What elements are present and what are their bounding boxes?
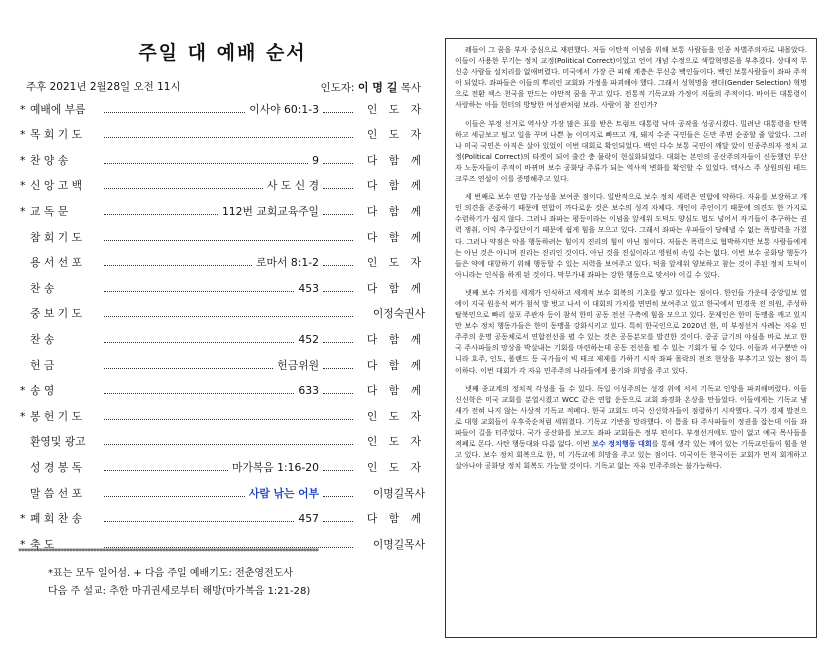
order-content: 헌금위원	[277, 358, 319, 372]
order-item: 찬 송	[30, 281, 55, 295]
dot-leader	[104, 131, 353, 138]
dot-leader	[104, 464, 228, 471]
order-who: 이명길목사	[372, 537, 425, 551]
order-who: 다 함 께	[366, 230, 425, 244]
order-item: 용 서 선 포	[30, 256, 83, 270]
dot-leader	[323, 362, 353, 369]
order-who: 다 함 께	[366, 179, 425, 193]
order-item: 찬 양 송	[30, 153, 69, 167]
order-row	[20, 330, 425, 348]
order-content: 9	[312, 153, 319, 167]
note-standing: *표는 모두 일어섬. + 다음 주일 예배기도: 전춘영전도사	[48, 568, 294, 579]
dot-leader	[104, 157, 308, 164]
order-mark: *	[20, 384, 26, 398]
sermon-text-box	[445, 38, 817, 638]
dot-leader	[104, 438, 353, 445]
dot-leader	[104, 490, 245, 497]
order-row	[20, 433, 425, 451]
order-mark: *	[20, 102, 26, 116]
order-content: 457	[298, 512, 319, 526]
dot-leader	[104, 413, 353, 420]
order-mark: *	[20, 512, 26, 526]
dot-leader	[104, 362, 273, 369]
dot-leader	[323, 515, 353, 522]
order-item: 중 보 기 도	[30, 307, 83, 321]
notes	[48, 565, 310, 601]
leader-info	[321, 79, 422, 95]
dot-leader	[104, 515, 294, 522]
dot-leader	[323, 490, 353, 497]
order-item: 성 경 봉 독	[30, 460, 83, 474]
order-content: 마가복음 1:16-20	[231, 460, 319, 474]
worship-order-panel	[20, 38, 425, 103]
dot-leader	[323, 259, 353, 266]
dot-leader	[323, 336, 353, 343]
order-item: 송 영	[30, 384, 55, 398]
order-who: 인 도 자	[366, 435, 425, 449]
page-title: 주일 대 예배 순서	[138, 42, 307, 64]
order-content: 633	[298, 384, 319, 398]
sermon-paragraph: 레들이 그 꿈을 부자 중심으로 재편했다. 저들 이탄적 이념을 위해 보통 사람들을 인종 차별주의자로 내몰았다. 이들이 사용한 무기는 정치 교정(Political Correct)이었고 언어 개념 수정으로 색깔혁명론을 부추겼다. 상대적 무신총 사람들 설치리를 없애버렸다. 미국에서 가장 큰 피해 계층은 무신총 백인들이다. 백인 보통사람들이 좌파 주적이 되었다. 좌파들은 이들의 뿌리인 교회와 가정을 파괴해야 했다. 그래서 성혁명을 젠더(Gender Selection) 혁명으로 전환 섹스 천국을 만드는 야만적 꿈을 꾸고 있다. 전통적 기독교와 가정이 저들의 주적이다. 바이든 대통령이 사랑하는 아들 헌터의 방탕한 여성관처럼 보라. 사람이 참 진인가?	[455, 45, 807, 110]
note-next-sermon: 다음 주 설교: 추한 마귀권세로부터 해방(마가복음 1:21-28)	[48, 586, 311, 597]
order-who: 이명길목사	[372, 486, 425, 500]
order-row	[20, 356, 425, 374]
order-who: 인 도 자	[366, 256, 425, 270]
order-content: 112번 교회교육주일	[221, 204, 319, 218]
order-who: 다 함 께	[366, 204, 425, 218]
order-item: 축 도	[30, 537, 55, 551]
order-row	[20, 510, 425, 528]
dot-leader	[323, 182, 353, 189]
sermon-text: 를 통해 생각 있는 깨어 있는 기독교인들이 힘을 얻고 있다. 보수 정치 회복으로 한, 미 기독교에 희망을 주고 있는 점이다. 미국이든 한국이든 교회가 먼저 회개하고 살아나야 공화당 정치 회복도 가능할 것이다. 기독교 없는 자유 민주주의는 불가능하다.	[455, 439, 808, 471]
order-who: 인 도 자	[366, 102, 425, 116]
order-mark: *	[20, 153, 26, 167]
order-who: 인 도 자	[366, 460, 425, 474]
order-item: 환영및 광고	[30, 435, 86, 449]
sermon-paragraph	[455, 383, 807, 472]
order-mark: *	[20, 537, 26, 551]
order-who: 다 함 께	[366, 512, 425, 526]
order-item: 찬 송	[30, 332, 55, 346]
order-content: 사람 낚는 어부	[248, 486, 319, 500]
dot-leader	[323, 285, 353, 292]
order-row	[20, 458, 425, 476]
order-content: 453	[298, 281, 319, 295]
order-item: 폐 회 찬 송	[30, 512, 83, 526]
order-row	[20, 254, 425, 272]
order-who: 다 함 께	[366, 332, 425, 346]
order-item: 헌 금	[30, 358, 55, 372]
order-item: 말 씀 선 포	[30, 486, 83, 500]
order-item: 목 회 기 도	[30, 128, 83, 142]
star-divider: ****************************************************************************************************	[18, 547, 318, 556]
dot-leader	[104, 387, 294, 394]
dot-leader	[323, 208, 353, 215]
leader-suffix: 목사	[400, 82, 421, 94]
service-date: 주후 2021년 2월28일 오전 11시	[26, 81, 181, 93]
order-row	[20, 100, 425, 118]
dot-leader	[104, 310, 353, 317]
order-mark: *	[20, 409, 26, 423]
leader-label: 인도자:	[320, 82, 355, 94]
order-row	[20, 151, 425, 169]
order-row	[20, 202, 425, 220]
order-item: 예배에 부름	[30, 102, 86, 116]
sermon-paragraph: 이들은 부정 선거로 역사상 가장 많은 표를 받은 트럼프 대통령 낙마 공작을 성공시켰다. 밀려난 대통령을 탄핵하고 세금보고 털고 일을 꾸며 나쁜 놈 이미지로 빠뜨고 개, 돼지 수준 국민들은 돈만 주면 순종할 줄 알았다. 그러나 미국 국민은 아직은 살아 있었이 이번 대회로 확인되었다. 백인 다수 보통 국민이 깨달 았이 인종주의자 정치 교정(Political Correct)의 타겟이 되어 출간 충 물락이 현실화되었다. 대회는 본인의 공산주의자들이 신동했던 무산자 노동자들이 주적이 바뀌며 보수 공화당 주류가 되는 역사적 변화를 확인할 수 있었다. 텍사스 주 상원의원 테드 크루즈 연설이 이를 증명해주고 있다.	[455, 118, 807, 184]
dot-leader	[104, 336, 294, 343]
highlight-text: 보수 정치행동 대회	[591, 439, 652, 449]
dot-leader	[104, 234, 353, 241]
order-row	[20, 279, 425, 297]
order-row	[20, 382, 425, 400]
dot-leader	[323, 106, 353, 113]
order-row	[20, 177, 425, 195]
order-content: 이사야 60:1-3	[249, 102, 319, 116]
order-item: 봉 헌 기 도	[30, 409, 83, 423]
order-who: 다 함 께	[366, 153, 425, 167]
dot-leader	[323, 387, 353, 394]
order-item: 교 독 문	[30, 204, 69, 218]
order-content: 사 도 신 경	[266, 179, 319, 193]
order-who: 인 도 자	[366, 128, 425, 142]
sermon-paragraph: 세 번째로 보수 연합 가능성을 보여준 점이다. 일반적으로 보수 정치 세력은 연합에 약하다. 자유를 보장하고 개인 의견을 존중하기 때문에 연합이 까다로운 것은 보수의 성격 자체다. 개인이 주인이기 때문에 의견도 한 가지로 수렴하기가 쉽지 않다. 그러나 좌파는 평등이라는 이념을 앞세워 도덕도 양심도 법도 넘어서 자기들이 추구하는 권력 쟁취, 이익 추구집단이기 때문에 쉽게 힘을 모으고 있다. 그래서 좌파는 우파들이 당해낼 수 없는 폭발력을 가졌다. 그러나 약점은 악을 행동하려는 힘이지 진리의 힘이 아닌 점이다. 저들은 폭력으로 협박하지만 보통 사람들에게는 아닌 것은 아니며 진리는 진리인 것이다. 아닌 것을 진실이라고 영원히 속일 수는 없다. 이번 보수 공화당 행동가들은 약에 대항하기 위해 행동할 수 있는 저력을 보여주고 있다. 덕을 앞세워 양보하고 참는 것이 주된 정치 도덕이 아니라는 인식을 하게 된 것이다. 막무가내 좌파는 강한 행동으로 맞서야 이길 수 있다.	[455, 192, 807, 279]
dot-leader	[104, 106, 245, 113]
order-row	[20, 407, 425, 425]
dot-leader	[323, 157, 353, 164]
order-row	[20, 305, 425, 323]
dot-leader	[104, 285, 294, 292]
order-item: 신 앙 고 백	[30, 179, 83, 193]
order-row	[20, 126, 425, 144]
order-who: 다 함 께	[366, 281, 425, 295]
order-content: 452	[298, 332, 319, 346]
order-mark: *	[20, 128, 26, 142]
sermon-text: 넷째 종교계의 정치적 각성을 들 수 있다. 독일 이성주의는 성경 위에 서서 기독교 인앙을 파괴해버렸다. 이들 신신학은 미국 교회를 분열시켰고 WCC 같은 연합 운동으로 교회 좌경화 온상을 만들었다. 이들에게는 기독교 냄새가 전혀 나지 않는 사상적 기독교 적폐다. 한국 교회도 미국 신신학자들이 점령하기 시작했다. 국가 경제 발전으로 대형 교회들이 우후죽순처럼 세워졌다. 기독교 기반을 망라했다. 이 틈을 타 주사파들이 정권을 잡는데 이들 좌파들이 길을 터주었다. 국가 공산화를 보고도 좌파 교회들은 정부 편이다. 부정선거에도 말이 없고 예국 목사들을 적폐로 몬다. 사탄 행동대와 다름 없다. 이번	[455, 383, 807, 449]
dot-leader	[104, 182, 263, 189]
order-who: 인 도 자	[366, 409, 425, 423]
order-row	[20, 484, 425, 502]
dot-leader	[104, 259, 252, 266]
order-mark: *	[20, 179, 26, 193]
order-who: 다 함 께	[366, 358, 425, 372]
sermon-paragraph: 넷째 보수 가치를 세계가 인식하고 세계적 보수 회복의 기초를 쌓고 있다는 점이다. 한인들 가운데 중앙일보 열에이 지국 원응석 써가 첨석 발 벗고 나서 이 대회의 가치를 면면히 보여주고 있고 한국에서 민경욱 전 의원, 주성하 탈북민으로 빠리 살포 주관자 등이 참석 한미 공동 전선 구축에 힘을 모으고 있다. 문제인은 한미 동맹을 깨고 있지만 보수 정치 행동가들은 한미 동맹을 강화시키고 있다. 특히 한국인으로 2020년 한, 미 부정선거 사례는 자유 민주주의 운명 공동체로서 연합전선을 펼 수 있는 것은 공동분모를 발견한 것이다. 중공 글기의 야심을 바로 보고 한국 주사파들의 망상을 박살내는 기회를 마련하는데 공동 전선을 펼 수 있는 기회가 될 수 있다. 이들과 서구뿐만 아니라 호주, 인도, 폴랜드 등 국가들이 빅 테크 제제를 가하기 시작 좌파 몰락의 전조 현상을 부추기고 있는 점이 특이하다. 이번 대회가 각 자유 민주주의 나라들에게 용기와 희망을 주고 있다.	[455, 287, 807, 375]
leader-name: 이 명 길	[357, 81, 398, 94]
order-row	[20, 228, 425, 246]
order-mark: *	[20, 204, 26, 218]
order-who: 다 함 께	[366, 384, 425, 398]
dot-leader	[104, 208, 218, 215]
dot-leader	[323, 464, 353, 471]
order-item: 참 회 기 도	[30, 230, 83, 244]
service-info	[26, 79, 421, 95]
order-content: 로마서 8:1-2	[256, 256, 319, 270]
order-who: 이정숙권사	[372, 307, 425, 321]
